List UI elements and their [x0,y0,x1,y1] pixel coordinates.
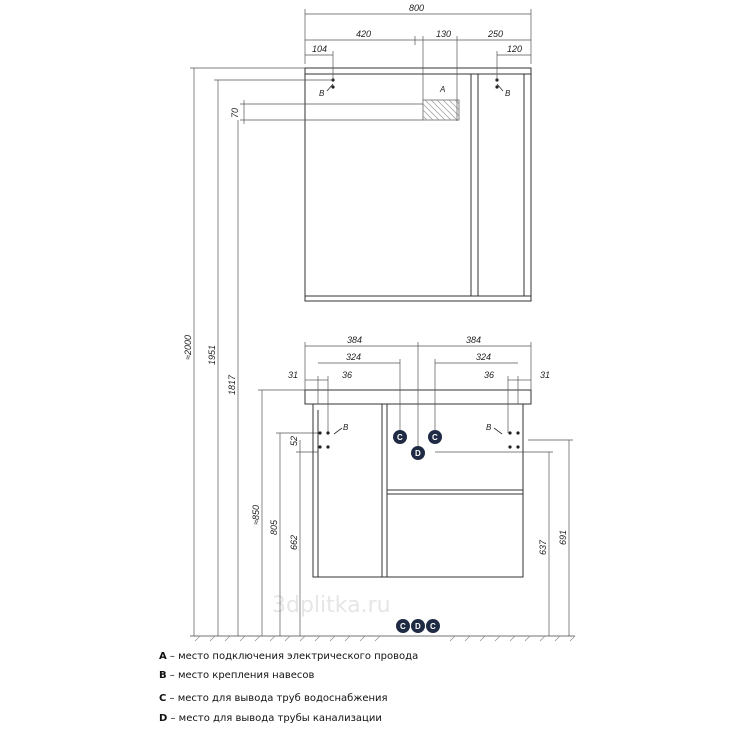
dim-52: 52 [289,435,299,446]
dim-384-left: 384 [347,335,363,345]
mirror-cabinet [305,68,531,301]
legend-item-a: A – место подключения электрического провода [159,651,419,662]
label-b-top-right: B [505,89,511,98]
dim-250: 250 [488,29,504,39]
label-b-cabinet-right: B [486,423,492,432]
legend-item-b: B – место крепления навесов [159,670,315,681]
dim-324-left: 324 [346,352,362,362]
dim-691: 691 [558,529,568,545]
floor-hatch [195,636,575,641]
dim-120: 120 [507,44,523,54]
dim-805: 805 [269,519,279,535]
label-b-cabinet-left: B [343,423,349,432]
svg-text:D: D [415,449,421,458]
dim-2000: ≈2000 [183,335,193,360]
dim-36-left: 36 [342,370,353,380]
dim-637: 637 [538,539,548,555]
svg-text:D: D [415,622,421,631]
dim-70: 70 [230,107,240,118]
hanger-marks-top [331,78,498,88]
pipe-marker-d [411,446,425,460]
dim-324-right: 324 [476,352,492,362]
label-a: A [440,85,446,94]
svg-text:C: C [432,433,438,442]
dim-800: 800 [409,3,425,13]
dim-420: 420 [356,29,372,39]
floor-marker-c-left [396,619,410,633]
dim-850: ≈850 [251,505,261,525]
top-dimension-lines [240,9,531,124]
pipe-marker-c-right [428,430,442,444]
dim-662: 662 [289,534,299,550]
dim-31-left: 31 [288,370,299,380]
svg-text:C: C [400,622,406,631]
dim-104: 104 [312,44,328,54]
watermark: 3dplitka.ru [272,593,391,618]
floor-marker-d [411,619,425,633]
cabinet-dimension-lines [305,342,531,452]
electrical-zone-hatch [423,100,459,120]
label-b-top-left: B [319,89,325,98]
legend-item-c: C – место для вывода труб водоснабжения [159,693,388,704]
dim-36-right: 36 [484,370,495,380]
svg-text:C: C [430,622,436,631]
pipe-marker-c-left [393,430,407,444]
dim-130: 130 [436,29,452,39]
floor-marker-c-right [426,619,440,633]
dim-31-right: 31 [540,370,551,380]
dim-1817: 1817 [227,374,237,395]
dim-384-right: 384 [466,335,482,345]
svg-text:C: C [397,433,403,442]
dim-1951: 1951 [207,344,217,365]
legend-item-d: D – место для вывода трубы канализации [159,713,382,724]
hanger-marks-cabinet [318,431,519,448]
